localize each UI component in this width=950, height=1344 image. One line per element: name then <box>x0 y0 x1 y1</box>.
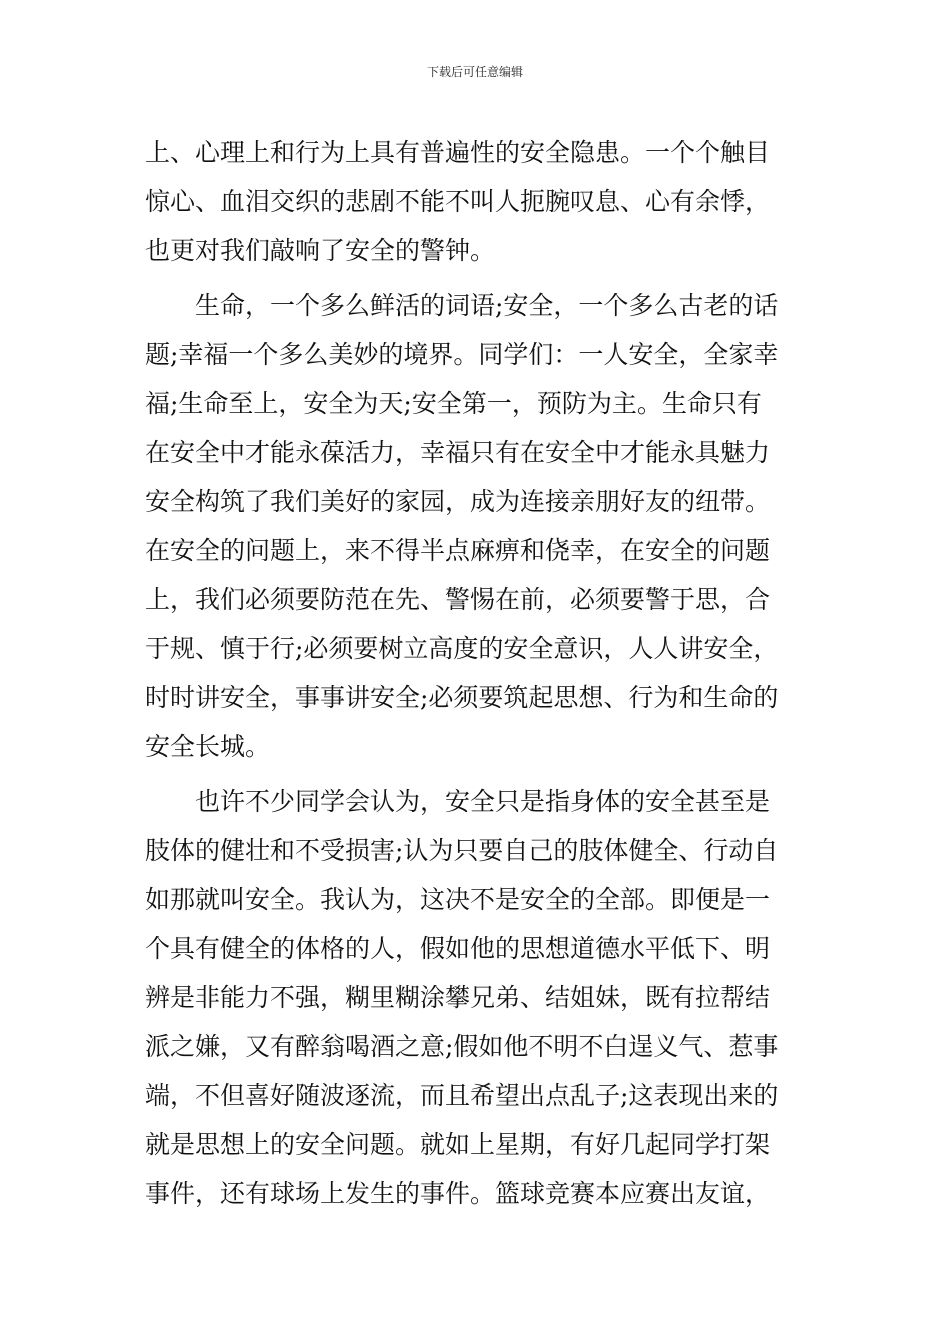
text-line: 惊心、血泪交织的悲剧不能不叫人扼腕叹息、心有余悸， <box>145 187 771 216</box>
text-line: 辨是非能力不强，糊里糊涂攀兄弟、结姐妹，既有拉帮结 <box>145 983 771 1012</box>
paragraph <box>145 777 810 1218</box>
text-line: 生命，一个多么鲜活的词语;安全，一个多么古老的话 <box>145 291 779 320</box>
text-line: 就是思想上的安全问题。就如上星期，有好几起同学打架 <box>145 1130 771 1159</box>
text-line: 上，我们必须要防范在先、警惕在前，必须要警于思，合 <box>145 585 771 614</box>
text-line: 也许不少同学会认为，安全只是指身体的安全甚至是 <box>145 787 771 816</box>
page-header: 下载后可任意编辑 <box>426 65 523 79</box>
text-line: 时时讲安全，事事讲安全;必须要筑起思想、行为和生命的 <box>145 683 779 712</box>
text-line: 事件，还有球场上发生的事件。篮球竞赛本应赛出友谊， <box>145 1179 771 1208</box>
text-line: 在安全的问题上，来不得半点麻痹和侥幸，在安全的问题 <box>145 536 771 565</box>
text-line: 如那就叫安全。我认为，这决不是安全的全部。即便是一 <box>145 885 771 914</box>
text-line: 个具有健全的体格的人，假如他的思想道德水平低下、明 <box>145 934 771 963</box>
text-line: 也更对我们敲响了安全的警钟。 <box>145 236 496 265</box>
text-line: 派之嫌，又有醉翁喝酒之意;假如他不明不白逞义气、惹事 <box>145 1032 779 1061</box>
text-line: 端，不但喜好随波逐流，而且希望出点乱子;这表现出来的 <box>145 1081 779 1110</box>
body-text <box>145 128 810 1218</box>
text-line: 福;生命至上，安全为天;安全第一，预防为主。生命只有 <box>145 389 762 418</box>
text-line: 在安全中才能永葆活力，幸福只有在安全中才能永具魅力 <box>145 438 771 467</box>
text-line: 于规、慎于行;必须要树立高度的安全意识，人人讲安全， <box>145 634 779 663</box>
text-line: 题;幸福一个多么美妙的境界。同学们：一人安全，全家幸 <box>145 340 779 369</box>
text-line: 上、心理上和行为上具有普遍性的安全隐患。一个个触目 <box>145 138 771 167</box>
paragraph <box>145 128 810 275</box>
text-line: 安全长城。 <box>145 732 271 761</box>
paragraph <box>145 281 810 771</box>
text-line: 安全构筑了我们美好的家园，成为连接亲朋好友的纽带。 <box>145 487 771 516</box>
text-line: 肢体的健壮和不受损害;认为只要自己的肢体健全、行动自 <box>145 836 779 865</box>
